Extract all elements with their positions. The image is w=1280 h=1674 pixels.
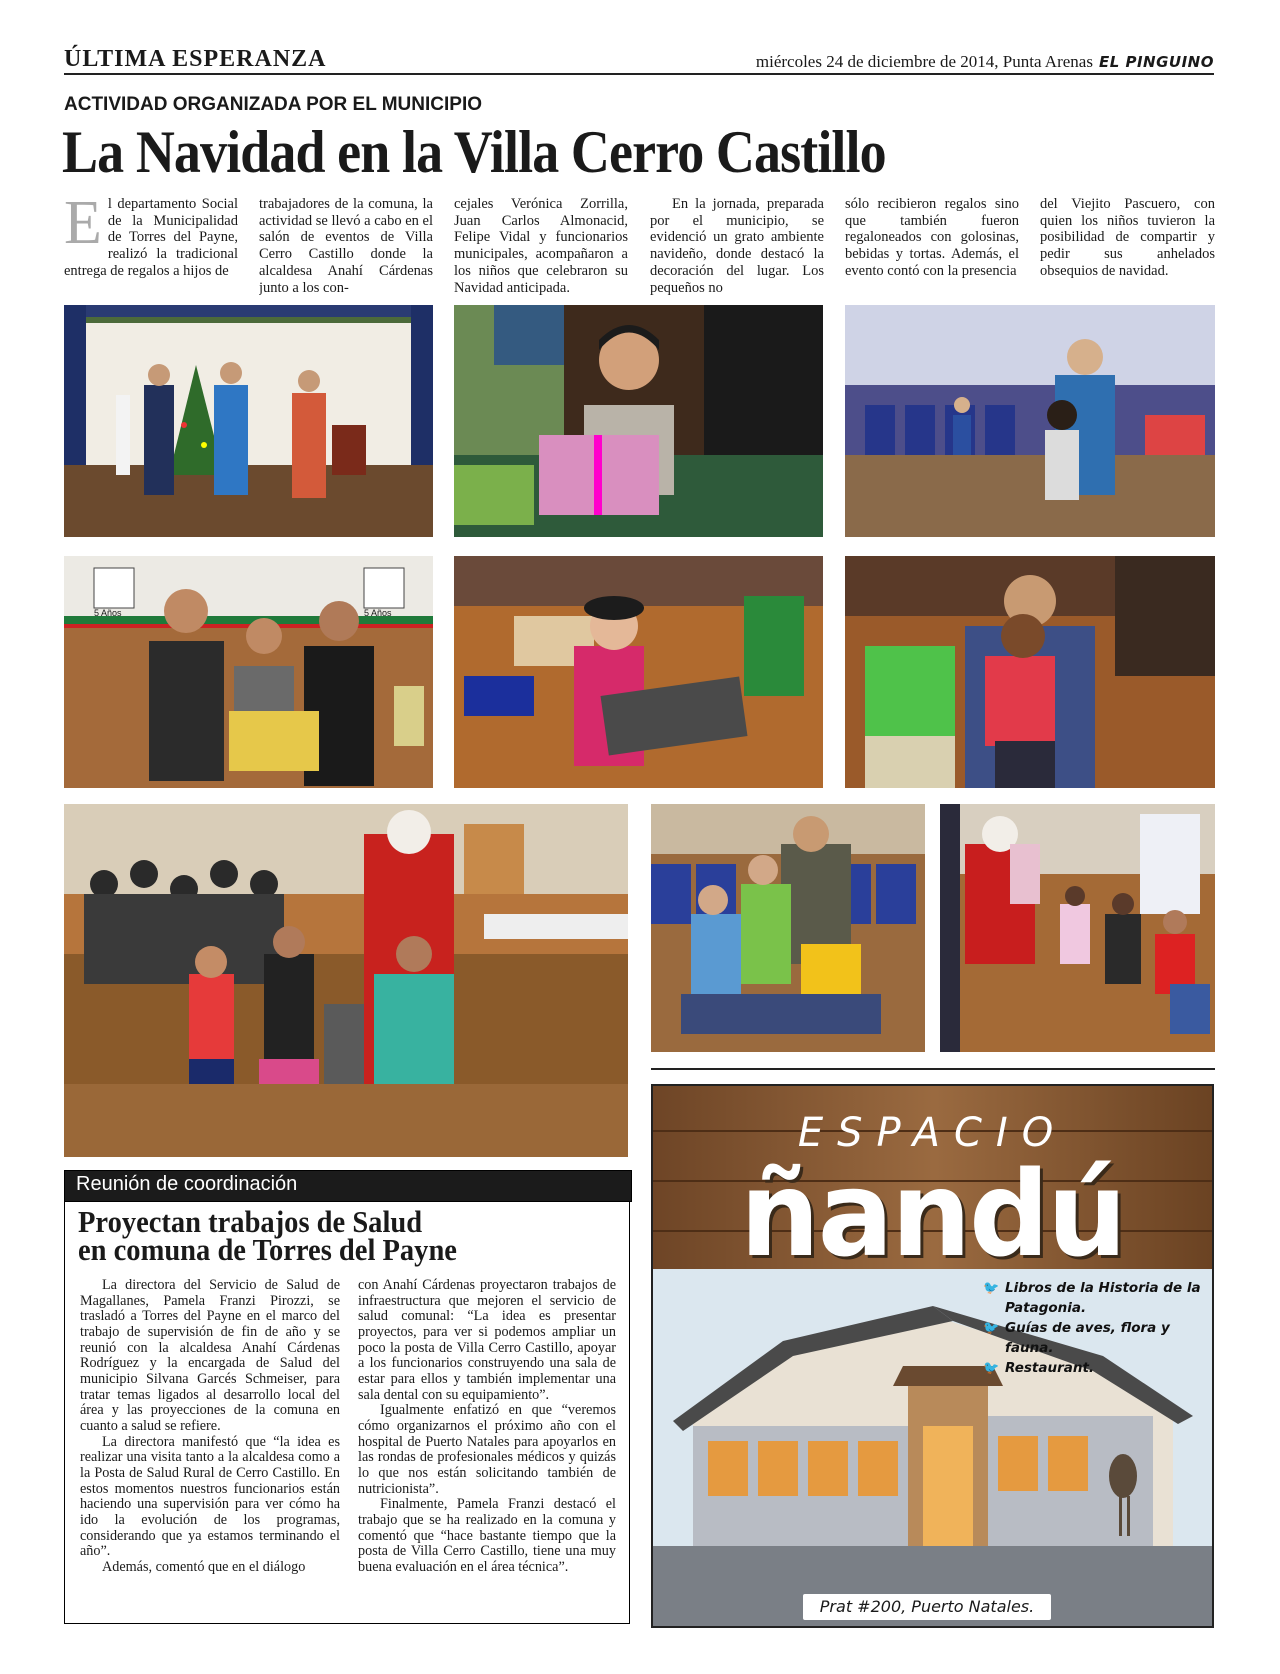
santa-seated-photo-icon: [940, 804, 1215, 1052]
photo-santa-seated: [940, 804, 1215, 1052]
newspaper-brand: EL PINGUINO: [1098, 53, 1214, 71]
coordination-headline: [78, 1204, 575, 1267]
ad-list-item: [983, 1318, 1212, 1358]
ad-address: Prat #200, Puerto Natales.: [803, 1594, 1051, 1620]
coordination-col-2: [358, 1278, 616, 1575]
ad-title-small: ESPACIO: [797, 1110, 1068, 1156]
rhea-bird-icon: 🐦: [983, 1361, 1000, 1376]
ad-list-text: Libros de la Historia de la Patagonia.: [1005, 1280, 1201, 1316]
photo-family-toy: [64, 556, 433, 788]
toddler-photo-icon: [454, 556, 823, 788]
coordination-paragraph: La directora manifestó que “la idea es realizar una visita tanto a la alcaldesa como a la Posta de Salud Rural de Cerro Castillo. En estos momentos nuestros funcionarios están haciendo una supervisión para ver cómo ha ido la evolución de los programas, considerando que ya estamos terminando el año”.: [80, 1433, 340, 1560]
ad-list: [983, 1278, 1212, 1378]
photo-toddler-floor: [454, 556, 823, 788]
ad-list-item: [983, 1278, 1212, 1318]
photo-child-gift: [454, 305, 823, 537]
hall-photo-icon: [845, 305, 1215, 537]
ad-list-text: Guías de aves, flora y fauna.: [1005, 1320, 1170, 1356]
ad-list-item: [983, 1358, 1212, 1378]
photo-stage-officials: [64, 305, 433, 537]
coordination-headline-line2: en comuna de Torres del Payne: [78, 1232, 457, 1267]
coordination-paragraph: La directora del Servicio de Salud de Magallanes, Pamela Franzi Pirozzi, se trasladó a Torres del Payne en el marco del trabajo de supervisión de fin de año y se reunió con la alcaldesa Anahí Cárdenas Rodríguez y la encargada de Salud del municipio Silvana Garcés Schmeiser, para tratar temas ligados al desarrollo local del área y las proyecciones de la comuna en cuanto a salud se refiere.: [80, 1277, 340, 1434]
article-headline: La Navidad en la Villa Cerro Castillo: [62, 119, 886, 185]
header-rule: [64, 73, 1214, 75]
coordination-paragraph: Finalmente, Pamela Franzi destacó el trabajo que se ha realizado en la comuna y comentó que “hace bastante tiempo que la posta de Villa Cerro Castillo, tiene una muy buena evaluación en el área técnica”.: [358, 1496, 616, 1575]
child-gift-photo-icon: [454, 305, 823, 537]
coordination-paragraph: con Anahí Cárdenas proyectaron trabajos de infraestructura que mejoren el servicio de salud comunal: “La idea es presentar proyectos, para ver si podemos ampliar un poco la posta de Villa Cerro Castillo, apoyar a los funcionarios construyendo una sala de estar para ellos y también implementar una sala dental con su equipamiento”.: [358, 1277, 616, 1403]
intro-text-1: l departamento Social de la Municipalidad de Torres del Payne, realizó la tradicional entrega de regalos a hijos de: [64, 196, 238, 279]
intro-col-5: sólo recibieron regalos sino que también fueron regaloneados con golosinas, bebidas y tortas. Además, el evento contó con la presencia: [845, 196, 1019, 279]
ad-title-big: ñandú: [740, 1146, 1125, 1284]
date-location: miércoles 24 de diciembre de 2014, Punta Arenas: [755, 52, 1093, 71]
ad-rule: [651, 1068, 1215, 1070]
photo-hall-father-daughter: [845, 305, 1215, 537]
father-girl-photo-icon: [845, 556, 1215, 788]
photo-santa-children: [64, 804, 628, 1157]
date-line: [756, 52, 1214, 72]
coordination-paragraph: Igualmente enfatizó en que “veremos cómo organizarnos el próximo año con el hospital de Puerto Natales para apoyarlos en las rondas de profesionales médicos y quizás lo que nos están solicitando también de nutricionista”.: [358, 1402, 616, 1497]
intro-col-6: del Viejito Pascuero, con quien los niños tuvieron la posibilidad de compartir y pedir sus anhelados obsequios de navidad.: [1040, 196, 1215, 279]
drop-cap: E: [64, 196, 102, 257]
intro-col-2: trabajadores de la comuna, la actividad se llevó a cabo en el salón de eventos de Villa Cerro Castillo donde la alcaldesa Anahí Cárdenas junto a los con-: [259, 196, 433, 296]
photo-family-floor: [651, 804, 925, 1052]
section-name: ÚLTIMA ESPERANZA: [64, 46, 327, 72]
photo-label-5-anos-right: 5 Años: [364, 608, 392, 618]
family-photo-icon: [64, 556, 433, 788]
ad-list-text: Restaurant.: [1005, 1360, 1095, 1376]
coordination-label: Reunión de coordinación: [76, 1173, 298, 1195]
photo-father-girl: [845, 556, 1215, 788]
coordination-col-1: [80, 1278, 340, 1575]
stage-photo-icon: [64, 305, 433, 537]
coordination-paragraph: Además, comentó que en el diálogo: [102, 1558, 306, 1575]
santa-crowd-photo-icon: [64, 804, 628, 1157]
family-floor-photo-icon: [651, 804, 925, 1052]
coordination-headline-line1: Proyectan trabajos de Salud: [78, 1204, 423, 1239]
intro-col-4: En la jornada, preparada por el municipio, se evidenció un grato ambiente navideño, donde destacó la decoración del lugar. Los pequeños no: [650, 196, 824, 296]
rhea-bird-icon: 🐦: [983, 1281, 1000, 1296]
ad-espacio-nandu: [651, 1084, 1214, 1628]
article-kicker: ACTIVIDAD ORGANIZADA POR EL MUNICIPIO: [64, 94, 483, 115]
photo-label-5-anos-left: 5 Años: [94, 608, 122, 618]
intro-col-3: cejales Verónica Zorrilla, Juan Carlos Almonacid, Felipe Vidal y funcionarios municipales, acompañaron a los niños que celebraron su Navidad anticipada.: [454, 196, 628, 296]
intro-col-1: [64, 196, 238, 296]
rhea-bird-icon: 🐦: [983, 1321, 1000, 1336]
